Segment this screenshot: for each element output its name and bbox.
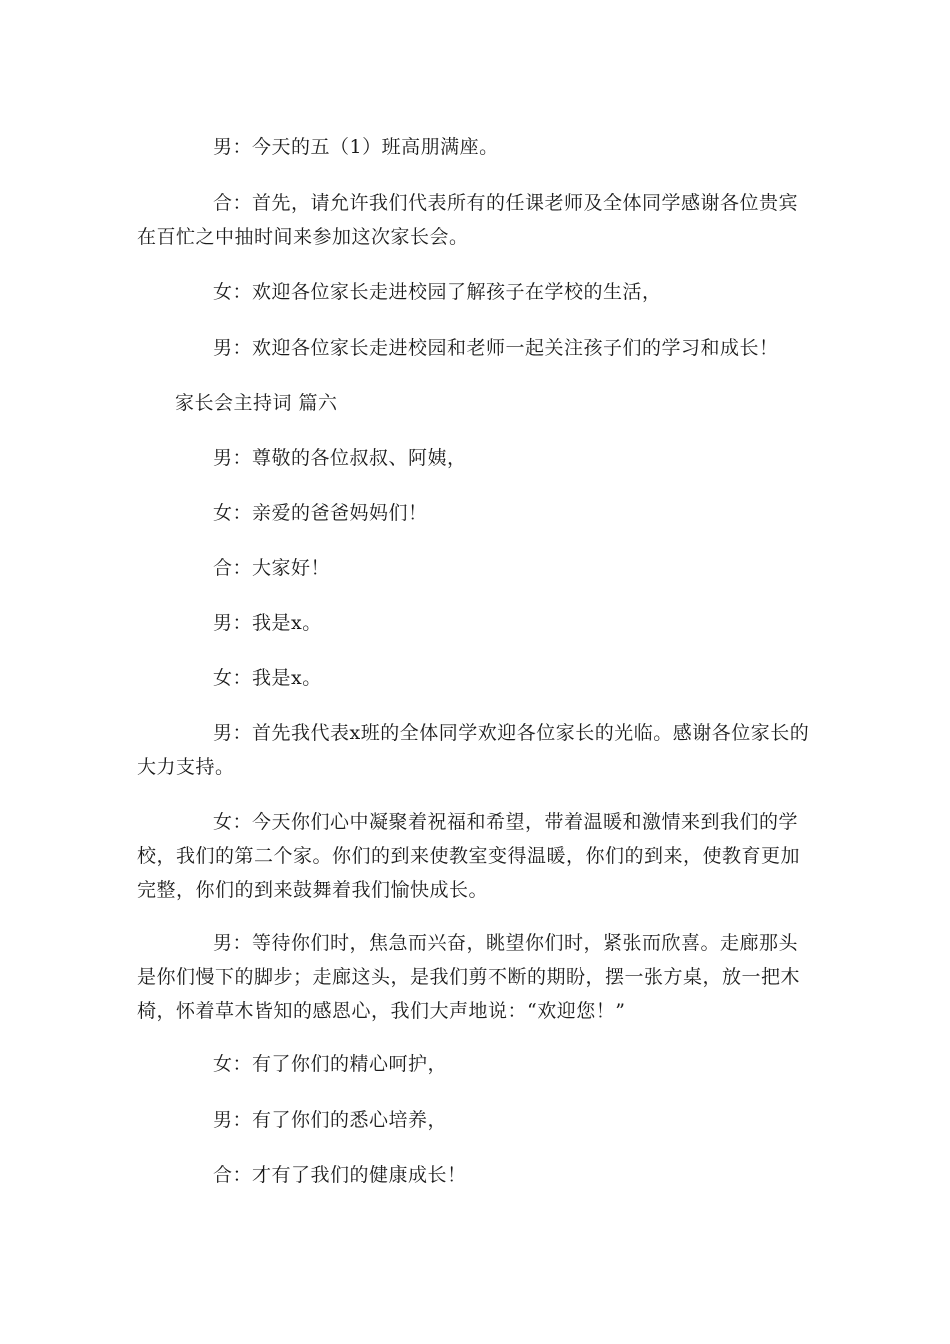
paragraph: 合：首先，请允许我们代表所有的任课老师及全体同学感谢各位贵宾在百忙之中抽时间来参加这次家长会。 xyxy=(137,192,799,248)
paragraph: 女：有了你们的精心呵护， xyxy=(213,1053,448,1075)
section-heading: 家长会主持词 篇六 xyxy=(175,392,338,414)
paragraph: 男：等待你们时，焦急而兴奋，眺望你们时，紧张而欣喜。走廊那头是你们慢下的脚步；走廊这头，是我们剪不断的期盼，摆一张方桌，放一把木椅，怀着草木皆知的感恩心，我们大声地说：“欢迎您！” xyxy=(137,932,801,1022)
paragraph: 男：尊敬的各位叔叔、阿姨， xyxy=(213,447,467,469)
paragraph: 女：我是x。 xyxy=(213,667,322,689)
paragraph: 合：才有了我们的健康成长！ xyxy=(213,1164,467,1186)
paragraph: 女：今天你们心中凝聚着祝福和希望，带着温暖和激情来到我们的学校，我们的第二个家。你们的到来使教室变得温暖，你们的到来，使教育更加完整，你们的到来鼓舞着我们愉快成长。 xyxy=(137,811,801,901)
paragraph: 男：今天的五（1）班高朋满座。 xyxy=(213,136,499,158)
paragraph: 男：首先我代表x班的全体同学欢迎各位家长的光临。感谢各位家长的大力支持。 xyxy=(137,722,810,778)
paragraph: 女：亲爱的爸爸妈妈们！ xyxy=(213,502,428,524)
paragraph: 男：有了你们的悉心培养， xyxy=(213,1109,448,1131)
paragraph: 女：欢迎各位家长走进校园了解孩子在学校的生活， xyxy=(213,281,662,303)
paragraph: 合：大家好！ xyxy=(213,557,331,579)
paragraph: 男：欢迎各位家长走进校园和老师一起关注孩子们的学习和成长！ xyxy=(213,337,779,359)
paragraph: 男：我是x。 xyxy=(213,612,322,634)
